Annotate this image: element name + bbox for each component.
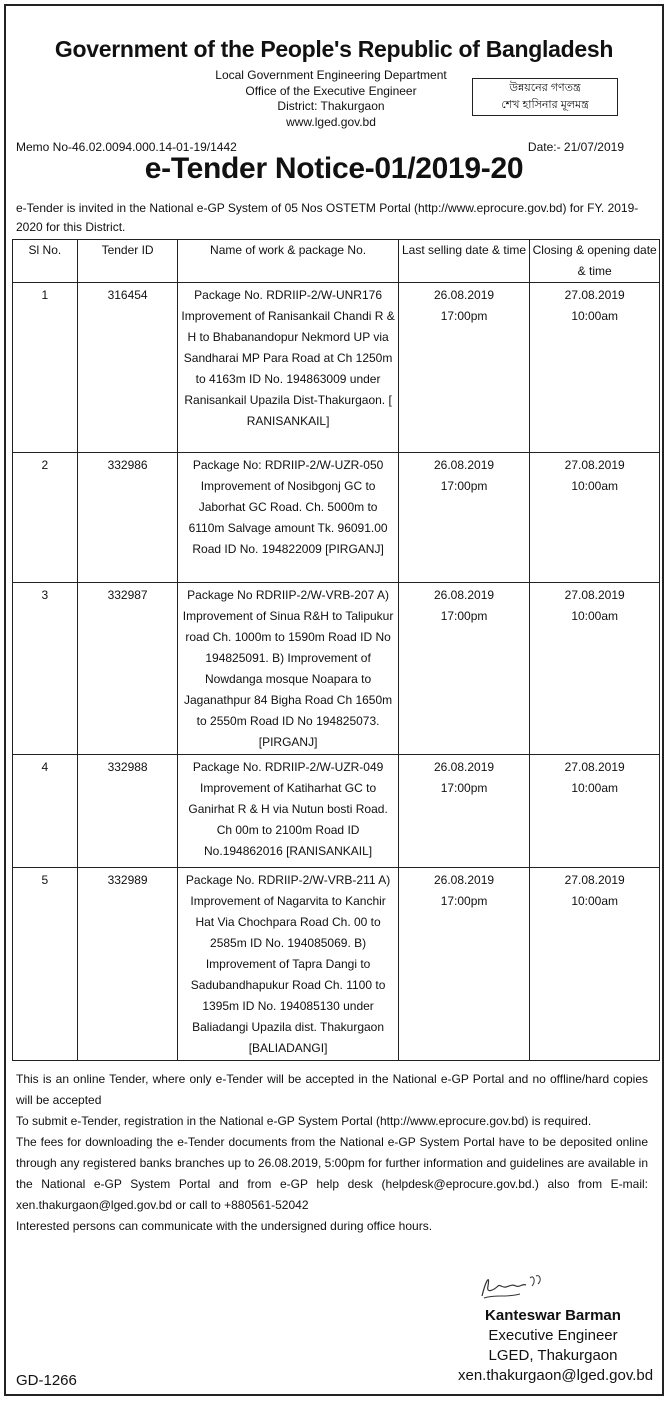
table-row: [13, 283, 660, 453]
signatory-email: xen.thakurgaon@lged.gov.bd: [458, 1367, 654, 1384]
terms-paragraph: The fees for downloading the e-Tender documents from the National e-GP System Portal have to be deposited online through any registered banks branches up to 26.08.2019, 5:00pm for further information and guidelines are available in the National e-GP System Portal and from e-GP help desk (helpdesk@eprocure.gov.bd.) also from E-mail: xen.thakurgaon@lged.gov.bd or call to +880561-52042: [16, 1135, 648, 1212]
office-line: Office of the Executive Engineer: [245, 83, 417, 98]
cell-last-selling: [398, 453, 530, 583]
cell-closing: [530, 755, 660, 868]
terms-section: [16, 1069, 648, 1237]
cell-sl: 3: [13, 583, 78, 755]
cell-tender-id: 332987: [77, 583, 178, 755]
cell-tender-id: 332988: [77, 755, 178, 868]
header-tender-id: Tender ID: [77, 240, 178, 283]
cell-work: Package No. RDRIIP-2/W-UZR-049 Improvement of Katiharhat GC to Ganirhat R & H via Nutun bosti Road. Ch 00m to 2100m Road ID No.194862016 [RANISANKAIL]: [178, 755, 398, 868]
terms-paragraph: Interested persons can communicate with the undersigned during office hours.: [16, 1219, 433, 1233]
signatory-name: Kanteswar Barman: [485, 1307, 621, 1324]
close-date: 27.08.2019: [564, 588, 625, 602]
cell-sl: 5: [13, 868, 78, 1061]
close-date: 27.08.2019: [564, 873, 625, 887]
cell-closing: [530, 868, 660, 1061]
cell-work: Package No: RDRIIP-2/W-UZR-050 Improvement of Nosibgonj GC to Jaborhat GC Road. Ch. 5000m to 6110m Salvage amount Tk. 96091.00 Road ID No. 194822009 [PIRGANJ]: [178, 453, 398, 583]
office-line: District: Thakurgaon: [277, 99, 385, 113]
close-time: 10:00am: [571, 609, 619, 623]
cell-last-selling: [398, 283, 530, 453]
cell-closing: [530, 583, 660, 755]
signatory-block: [458, 1306, 654, 1386]
government-title: Government of the People's Republic of Bangladesh: [54, 36, 614, 62]
cell-tender-id: 332989: [77, 868, 178, 1061]
cell-last-selling: [398, 583, 530, 755]
header-work: Name of work & package No.: [178, 240, 398, 283]
cell-last-selling: [398, 755, 530, 868]
office-line: Local Government Engineering Department: [215, 68, 447, 82]
notice-title: e-Tender Notice-01/2019-20: [144, 152, 524, 185]
office-address: [201, 68, 461, 130]
sell-date: 26.08.2019: [434, 588, 495, 602]
close-time: 10:00am: [571, 781, 619, 795]
cell-tender-id: 332986: [77, 453, 178, 583]
header-closing: Closing & opening date & time: [530, 240, 660, 283]
table-row: [13, 453, 660, 583]
tender-table: [12, 239, 660, 1061]
close-date: 27.08.2019: [564, 760, 625, 774]
cell-sl: 1: [13, 283, 78, 453]
signatory-office: LGED, Thakurgaon: [488, 1347, 618, 1364]
cell-sl: 4: [13, 755, 78, 868]
cell-closing: [530, 453, 660, 583]
cell-closing: [530, 283, 660, 453]
table-header-row: [13, 240, 660, 283]
tender-notice-document: [4, 4, 664, 1396]
sell-date: 26.08.2019: [434, 760, 495, 774]
intro-text: e-Tender is invited in the National e-GP System of 05 Nos OSTETM Portal (http://www.eprocure.gov.bd) for FY. 2019-2020 for this District.: [16, 201, 639, 234]
header-last-selling: Last selling date & time: [398, 240, 530, 283]
sell-time: 17:00pm: [440, 609, 488, 623]
terms-paragraph: This is an online Tender, where only e-Tender will be accepted in the National e-GP Portal and no offline/hard copies will be accepted: [16, 1072, 648, 1107]
terms-paragraph: To submit e-Tender, registration in the National e-GP System Portal (http://www.eprocure.gov.bd) is required.: [16, 1114, 592, 1128]
close-time: 10:00am: [571, 479, 619, 493]
sell-time: 17:00pm: [440, 781, 488, 795]
cell-work: Package No RDRIIP-2/W-VRB-207 A) Improvement of Sinua R&H to Talipukur road Ch. 1000m to 1590m Road ID No 194825091. B) Improvement of Nowdanga mosque Noapara to Jaganathpur 84 Bigha Road Ch 1650m to 2550m Road ID No 194825073. [PIRGANJ]: [178, 583, 398, 755]
sell-time: 17:00pm: [440, 894, 488, 908]
sell-date: 26.08.2019: [434, 288, 495, 302]
gd-number: GD-1266: [16, 1372, 77, 1389]
sell-date: 26.08.2019: [434, 458, 495, 472]
cell-last-selling: [398, 868, 530, 1061]
sell-time: 17:00pm: [440, 479, 488, 493]
sell-date: 26.08.2019: [434, 873, 495, 887]
office-website: www.lged.gov.bd: [286, 114, 376, 129]
handwritten-signature-icon: [476, 1268, 546, 1302]
slogan-box: [472, 78, 618, 116]
close-time: 10:00am: [571, 309, 619, 323]
slogan-line: শেখ হাসিনার মূলমন্ত্র: [501, 99, 589, 111]
memo-number: Memo No-46.02.0094.000.14-01-19/1442: [16, 140, 237, 154]
cell-work: Package No. RDRIIP-2/W-VRB-211 A) Improvement of Nagarvita to Kanchir Hat Via Chochpara Road Ch. 00 to 2585m ID No. 194085069. B) Improvement of Tapra Dangi to Sadubandhapukur Road Ch. 1100 to 1395m ID No. 194085130 under Baliadangi Upazila dist. Thakurgaon [BALIADANGI]: [178, 868, 398, 1061]
cell-sl: 2: [13, 453, 78, 583]
slogan-line: উন্নয়নের গণতন্ত্র: [509, 82, 581, 94]
close-time: 10:00am: [571, 894, 619, 908]
close-date: 27.08.2019: [564, 288, 625, 302]
notice-date: Date:- 21/07/2019: [527, 140, 624, 154]
header-sl: Sl No.: [13, 240, 78, 283]
cell-work: Package No. RDRIIP-2/W-UNR176 Improvement of Ranisankail Chandi R & H to Bhabanandopur Nekmord UP via Sandharai MP Para Road at Ch 1250m to 4163m ID No. 194863009 under Ranisankail Upazila Dist-Thakurgaon. [ RANISANKAIL]: [178, 283, 398, 453]
sell-time: 17:00pm: [440, 309, 488, 323]
cell-tender-id: 316454: [77, 283, 178, 453]
signatory-designation: Executive Engineer: [488, 1327, 618, 1344]
table-row: [13, 868, 660, 1061]
table-row: [13, 583, 660, 755]
table-row: [13, 755, 660, 868]
close-date: 27.08.2019: [564, 458, 625, 472]
